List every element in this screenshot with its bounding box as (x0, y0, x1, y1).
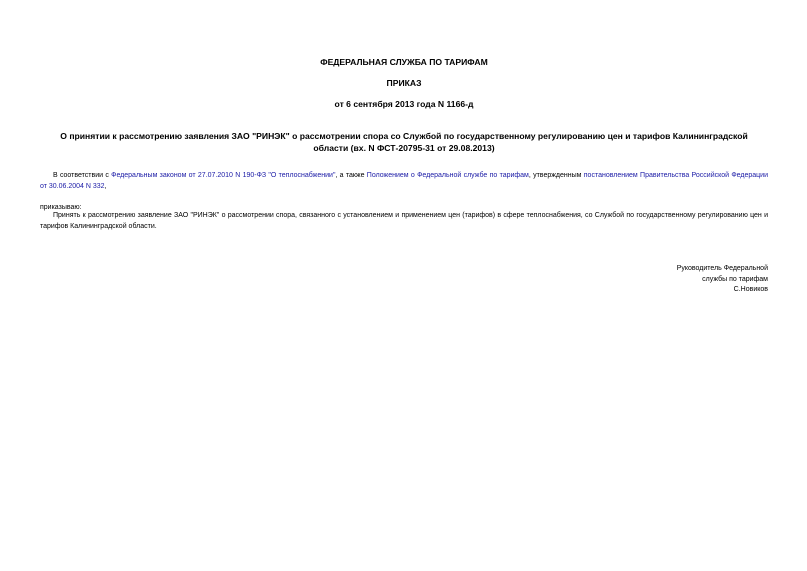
document-date-number: от 6 сентября 2013 года N 1166-д (334, 99, 474, 109)
subject-line-1: О принятии к рассмотрению заявления ЗАО "РИНЭК" о рассмотрении спора со Службой по государственному регулированию цен и тарифов Калининградской (60, 131, 748, 141)
preamble-mid-2: , утвержденным (528, 172, 584, 179)
signature-block (677, 264, 768, 296)
document-type: ПРИКАЗ (386, 78, 422, 88)
signature-position-line-1: Руководитель Федеральной (676, 265, 768, 272)
subject-line-2: области (вх. N ФСТ-20795-31 от 29.08.2013) (313, 143, 495, 153)
preamble-paragraph (40, 171, 768, 192)
agency-title: ФЕДЕРАЛЬНАЯ СЛУЖБА ПО ТАРИФАМ (320, 57, 488, 67)
fst-regulation-link[interactable]: Положением о Федеральной службе по тарифам (366, 172, 529, 179)
federal-law-link[interactable]: Федеральным законом от 27.07.2010 N 190-ФЗ "О теплоснабжении" (111, 172, 336, 179)
document-subject (40, 130, 768, 154)
government-resolution-link[interactable]: постановлением Правительства Российской Федерации от 30.06.2004 N 332 (40, 172, 768, 190)
signature-name: С.Новиков (733, 286, 768, 293)
preamble-prefix: В соответствии с (53, 172, 112, 179)
preamble-mid-1: , а также (335, 172, 367, 179)
order-verb: приказываю: (40, 204, 82, 211)
order-paragraph: Принять к рассмотрению заявление ЗАО "РИНЭК" о рассмотрении спора, связанного с установлением и применением цен (тарифов) в сфере теплоснабжения, со Службой по государственному регулированию цен и тарифов Калининградской области. (40, 212, 768, 230)
preamble-suffix: , (104, 182, 107, 190)
signature-position-line-2: службы по тарифам (702, 275, 768, 283)
